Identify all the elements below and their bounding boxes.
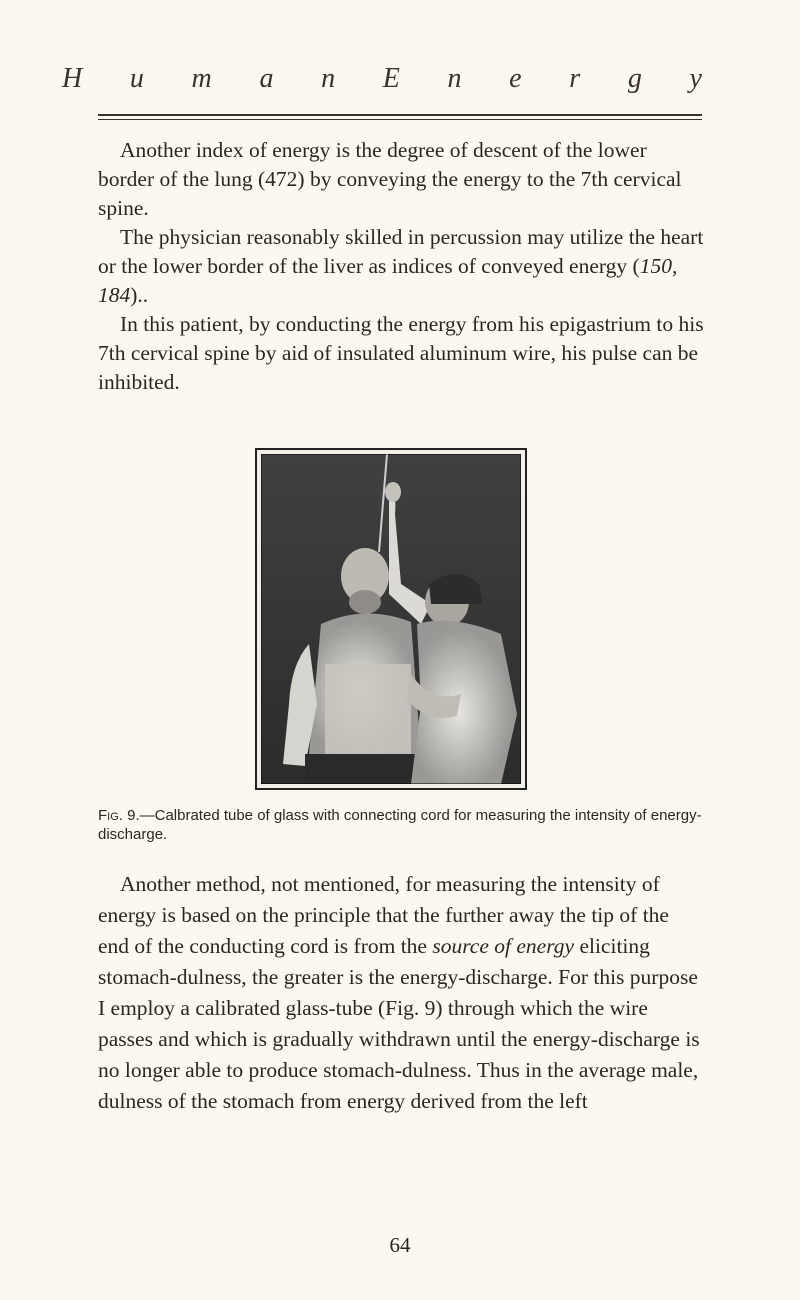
header-letter: E	[382, 63, 400, 94]
paragraph-text: The physician reasonably skilled in percussion may utilize the heart or the lower border of the liver as indices of conveyed energy (	[98, 225, 704, 278]
photograph-image	[261, 454, 521, 784]
paragraph-text: eliciting stomach-dulness, the greater is the energy-discharge. For this purpose I employ a calibrated glass-tube (Fig. 9) through which the wire passes and which is gradually withdrawn until the energy-discharge is no longer able to produce stomach-dulness. Thus in the average male, dulness of the stomach from energy derived from the left	[98, 934, 700, 1113]
paragraph-text: )..	[130, 283, 149, 307]
header-letter: g	[627, 63, 642, 94]
running-header	[62, 64, 702, 94]
emphasized-phrase: source of energy	[432, 934, 575, 958]
paragraph-text: Another method, not mentioned, for measuring the intensity of energy is based on the principle that the further away the tip of the end of the conducting cord is from the	[98, 872, 669, 958]
paragraph-measuring-method	[98, 869, 704, 1117]
header-letter: y	[689, 63, 702, 94]
paragraph-heart-liver	[98, 223, 704, 310]
paragraph-patient-pulse: In this patient, by conducting the energy from his epigastrium to his 7th cervical spine by aid of insulated aluminum wire, his pulse can be inhibited.	[98, 312, 704, 394]
header-letter: n	[447, 63, 462, 94]
header-letter: u	[129, 63, 144, 94]
reference-pages: 150, 184	[98, 254, 678, 307]
figure-caption	[98, 806, 704, 844]
body-text-top	[98, 136, 704, 397]
header-letter: m	[191, 63, 212, 94]
figure-caption-text: —Calbrated tube of glass with connecting cord for measuring the intensity of energy-discharge.	[98, 807, 702, 843]
figure-photograph	[255, 448, 527, 790]
page-number: 64	[389, 1233, 411, 1257]
header-letter: e	[509, 63, 522, 94]
header-rule-thick	[98, 114, 702, 116]
header-letter: a	[259, 63, 274, 94]
paragraph-lung-index: Another index of energy is the degree of descent of the lower border of the lung (472) by conveying the energy to the 7th cervical spine.	[98, 138, 682, 220]
header-letter: H	[62, 63, 83, 94]
header-letter: r	[569, 63, 581, 94]
figure-label: Fig. 9.	[98, 807, 140, 824]
header-letter: n	[321, 63, 336, 94]
header-rule-thin	[98, 119, 702, 120]
